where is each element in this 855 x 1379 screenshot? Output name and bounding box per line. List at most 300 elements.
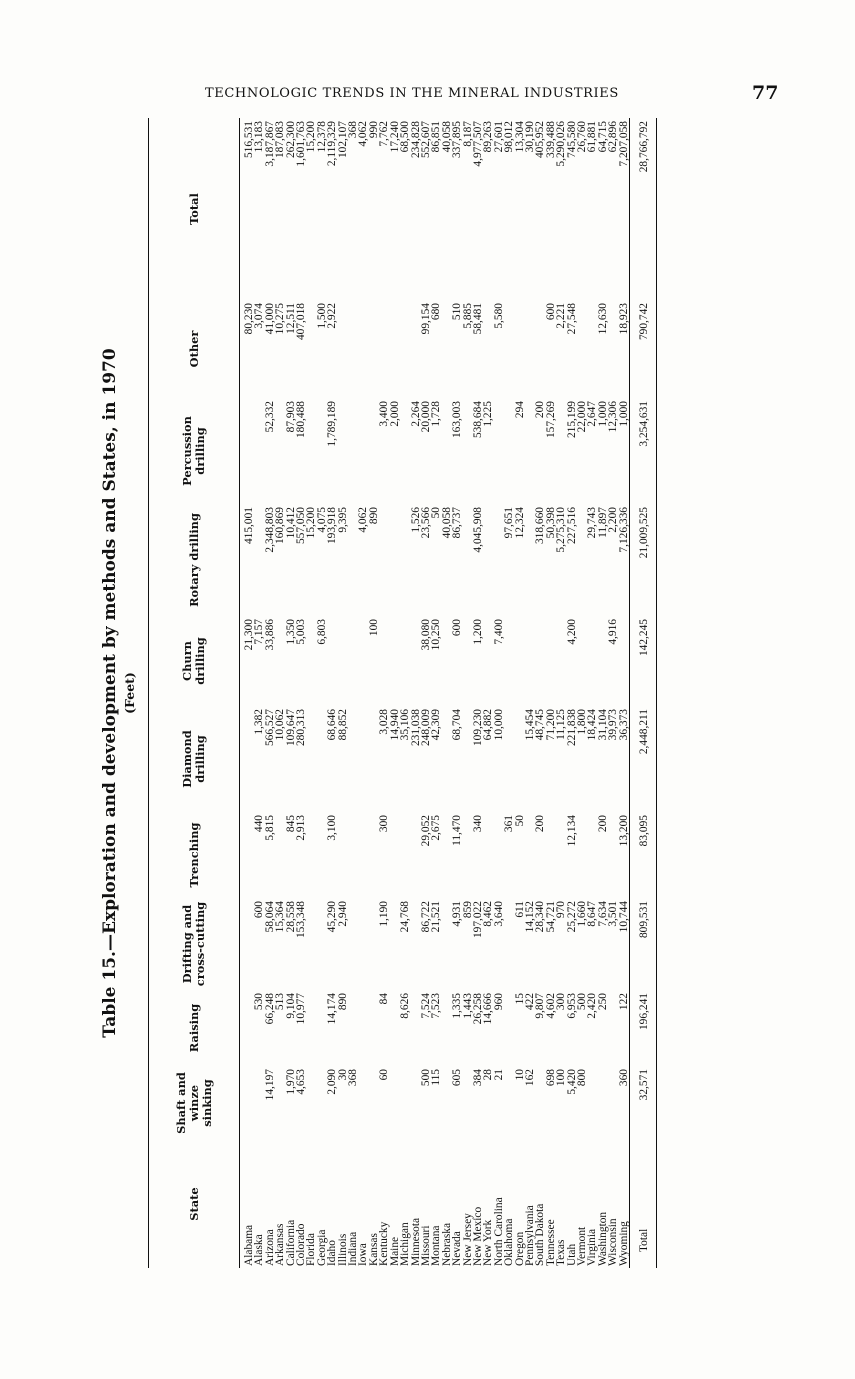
table-row	[546, 118, 556, 1268]
value-cell	[587, 616, 597, 706]
column-header: Trenching	[149, 812, 240, 898]
value-cell: 122	[617, 993, 630, 1011]
value-cell: 28,766,792	[630, 118, 657, 300]
value-cell: 21,521	[430, 901, 443, 933]
value-cell	[306, 1066, 316, 1140]
value-cell: 200	[596, 815, 609, 833]
value-cell: 29,052	[419, 815, 432, 847]
value-cell: 25,272	[565, 901, 578, 933]
value-cell	[306, 812, 316, 898]
value-cell: 513	[274, 993, 287, 1011]
state-cell: Utah	[565, 1243, 578, 1266]
value-cell: 1,601,763	[295, 121, 308, 167]
value-cell: 193,918	[326, 507, 339, 545]
value-cell: 600	[253, 901, 266, 919]
column-header: Percussion drilling	[149, 398, 240, 504]
value-cell: 250	[596, 993, 609, 1011]
table-row	[275, 118, 285, 1268]
value-cell: 300	[378, 815, 391, 833]
value-cell: 1,789,189	[326, 401, 339, 447]
value-cell: 7,634	[596, 901, 609, 927]
state-cell: Illinois	[336, 1233, 349, 1266]
value-cell	[504, 706, 514, 812]
value-cell: 9,395	[336, 507, 349, 533]
value-cell	[400, 398, 410, 504]
value-cell: 1,728	[430, 401, 443, 427]
table-row	[240, 118, 255, 1268]
value-cell: 3,028	[378, 709, 391, 735]
table-row	[577, 118, 587, 1268]
value-cell: 1,335	[451, 993, 464, 1019]
value-cell: 5,290,026	[555, 121, 568, 167]
table-row	[431, 118, 441, 1268]
value-cell: 100	[367, 619, 380, 637]
value-cell: 2,119,329	[326, 121, 339, 167]
value-cell: 7,524	[419, 993, 432, 1019]
value-cell: 990	[367, 121, 380, 139]
value-cell: 790,742	[630, 300, 657, 398]
value-cell: 86,851	[430, 121, 443, 153]
value-cell: 566,527	[263, 709, 276, 747]
value-cell	[358, 706, 368, 812]
state-cell: New Jersey	[461, 1213, 474, 1266]
value-cell	[504, 898, 514, 990]
value-cell: 10,250	[430, 619, 443, 651]
value-cell: 27,601	[492, 121, 505, 153]
value-cell: 21,300	[243, 619, 255, 651]
table-row	[535, 118, 545, 1268]
value-cell: 361	[503, 815, 516, 833]
value-cell: 557,050	[295, 507, 308, 545]
value-cell: 368	[347, 121, 360, 139]
value-cell: 368	[347, 1069, 360, 1087]
value-cell: 50,398	[544, 507, 557, 539]
value-cell: 4,200	[565, 619, 578, 645]
value-cell: 4,916	[607, 619, 620, 645]
value-cell: 6,803	[315, 619, 328, 645]
value-cell	[515, 300, 525, 398]
state-cell: Idaho	[326, 1240, 339, 1266]
value-cell: 10,000	[492, 709, 505, 741]
value-cell	[338, 398, 348, 504]
value-cell: 8,626	[399, 993, 412, 1019]
value-cell	[483, 812, 493, 898]
state-cell: Tennessee	[544, 1219, 557, 1266]
column-header: Shaft and winze sinking	[149, 1066, 240, 1140]
value-cell: 1,443	[461, 993, 474, 1019]
column-header: Drifting and cross-cutting	[149, 898, 240, 990]
value-cell: 2,264	[409, 401, 422, 427]
value-cell: 3,640	[492, 901, 505, 927]
value-cell: 157,269	[544, 401, 557, 439]
state-cell: Washington	[596, 1211, 609, 1266]
value-cell: 1,350	[284, 619, 297, 645]
value-cell	[390, 300, 400, 398]
value-cell: 83,095	[630, 812, 657, 898]
table-row	[619, 118, 630, 1268]
value-cell: 68,704	[451, 709, 464, 741]
value-cell: 8,462	[482, 901, 495, 927]
value-cell: 50	[513, 815, 526, 827]
value-cell	[577, 616, 587, 706]
table-row	[400, 118, 410, 1268]
value-cell	[598, 1066, 608, 1140]
value-cell: 9,104	[284, 993, 297, 1019]
value-cell: 12,378	[315, 121, 328, 153]
value-cell: 18,424	[586, 709, 599, 741]
column-header: Other	[149, 300, 240, 398]
value-cell: 2,000	[388, 401, 401, 427]
value-cell: 14,666	[482, 993, 495, 1025]
table-row	[369, 118, 379, 1268]
value-cell: 12,511	[284, 303, 297, 334]
value-cell: 3,187,867	[263, 121, 276, 167]
state-cell: South Dakota	[534, 1203, 547, 1266]
value-cell	[619, 616, 630, 706]
value-cell: 4,977,507	[471, 121, 484, 167]
value-cell	[338, 300, 348, 398]
value-cell: 5,885	[461, 303, 474, 329]
value-cell: 5,420	[565, 1069, 578, 1095]
value-cell	[379, 616, 389, 706]
value-cell: 510	[451, 303, 464, 321]
value-cell: 538,684	[471, 401, 484, 439]
value-cell: 2,348,803	[263, 507, 276, 553]
value-cell: 153,348	[295, 901, 308, 939]
state-cell: Texas	[555, 1239, 568, 1266]
value-cell: 64,882	[482, 709, 495, 741]
value-cell: 29,743	[586, 507, 599, 539]
value-cell: 318,660	[534, 507, 547, 545]
state-cell: Nebraska	[440, 1222, 453, 1266]
value-cell: 500	[576, 993, 588, 1011]
value-cell: 52,332	[263, 401, 276, 433]
value-cell: 2,090	[326, 1069, 339, 1095]
data-table	[148, 118, 657, 1268]
table-subtitle: (Feet)	[122, 672, 137, 714]
state-cell: Michigan	[399, 1222, 412, 1266]
value-cell	[306, 706, 316, 812]
value-cell	[338, 812, 348, 898]
value-cell: 33,886	[263, 619, 276, 651]
value-cell: 3,100	[326, 815, 339, 841]
value-cell: 18,923	[617, 303, 630, 335]
value-cell: 163,003	[451, 401, 464, 439]
state-cell: Minnesota	[409, 1217, 422, 1266]
total-row	[630, 118, 657, 1268]
value-cell: 14,174	[326, 993, 339, 1025]
table-body	[240, 118, 657, 1268]
value-cell: 1,000	[617, 401, 630, 427]
value-cell: 407,018	[295, 303, 308, 341]
table-row	[608, 118, 618, 1268]
value-cell	[390, 504, 400, 616]
table-row	[483, 118, 493, 1268]
table-row	[390, 118, 400, 1268]
table-row	[515, 118, 525, 1268]
value-cell: 10,744	[617, 901, 630, 933]
table-row	[504, 118, 514, 1268]
value-cell: 8,647	[586, 901, 599, 927]
value-cell: 54,721	[544, 901, 557, 933]
table-row	[452, 118, 462, 1268]
value-cell: 38,080	[419, 619, 432, 651]
value-cell: 200	[534, 401, 547, 419]
value-cell: 17,240	[388, 121, 401, 153]
state-cell: Georgia	[315, 1229, 328, 1266]
table-row	[286, 118, 296, 1268]
value-cell: 31,104	[596, 709, 609, 741]
value-cell	[327, 616, 337, 706]
value-cell: 1,190	[378, 901, 391, 927]
value-cell	[240, 706, 255, 812]
value-cell: 89,263	[482, 121, 495, 153]
value-cell: 162	[523, 1069, 536, 1087]
value-cell: 422	[523, 993, 536, 1011]
table-row	[317, 118, 327, 1268]
value-cell: 2,675	[430, 815, 443, 841]
table-row	[556, 118, 566, 1268]
state-cell: Colorado	[295, 1223, 308, 1266]
value-cell: 6,953	[565, 993, 578, 1019]
value-cell: 58,481	[471, 303, 484, 335]
value-cell: 100	[555, 1069, 568, 1087]
value-cell: 2,647	[586, 401, 599, 427]
value-cell: 7,762	[378, 121, 391, 147]
value-cell: 1,970	[284, 1069, 297, 1095]
column-header: Raising	[149, 990, 240, 1066]
value-cell: 5,003	[295, 619, 308, 645]
value-cell: 3,254,631	[630, 398, 657, 504]
value-cell: 5,815	[263, 815, 276, 841]
value-cell	[348, 990, 358, 1066]
value-cell: 360	[617, 1069, 630, 1087]
value-cell	[504, 300, 514, 398]
value-cell	[369, 300, 379, 398]
value-cell: 10,977	[295, 993, 308, 1025]
value-cell: 15,200	[305, 507, 318, 539]
value-cell: 4,602	[544, 993, 557, 1019]
value-cell	[400, 1066, 410, 1140]
table-title: Table 15.—Exploration and development by methods and States, in 1970	[100, 348, 120, 1038]
state-cell: Pennsylvania	[523, 1205, 536, 1266]
value-cell: 4,062	[357, 121, 370, 147]
page-number: 77	[752, 82, 779, 104]
table-row	[567, 118, 577, 1268]
value-cell: 68,646	[326, 709, 339, 741]
state-cell: Vermont	[576, 1226, 588, 1266]
value-cell	[240, 990, 255, 1066]
table-row	[442, 118, 452, 1268]
value-cell: 1,660	[576, 901, 588, 927]
table-row	[411, 118, 421, 1268]
value-cell: 7,523	[430, 993, 443, 1019]
value-cell: 14,152	[523, 901, 536, 933]
value-cell: 1,000	[596, 401, 609, 427]
value-cell	[504, 398, 514, 504]
value-cell: 337,895	[451, 121, 464, 159]
value-cell: 28,340	[534, 901, 547, 933]
state-cell: Alaska	[253, 1234, 266, 1266]
value-cell: 2,913	[295, 815, 308, 841]
value-cell	[240, 398, 255, 504]
table-row	[358, 118, 368, 1268]
value-cell: 109,230	[471, 709, 484, 747]
value-cell: 221,838	[565, 709, 578, 747]
value-cell	[306, 990, 316, 1066]
value-cell: 1,500	[315, 303, 328, 329]
value-cell: 88,852	[336, 709, 349, 741]
state-cell: Virginia	[586, 1228, 599, 1266]
value-cell: 405,952	[534, 121, 547, 159]
value-cell: 39,973	[607, 709, 620, 741]
value-cell: 440	[253, 815, 266, 833]
value-cell: 28,558	[284, 901, 297, 933]
value-cell: 15,364	[274, 901, 287, 933]
value-cell	[379, 300, 389, 398]
value-cell	[348, 706, 358, 812]
value-cell: 50	[430, 507, 443, 519]
value-cell: 500	[419, 1069, 432, 1087]
state-cell: North Carolina	[492, 1197, 505, 1266]
value-cell: 14,940	[388, 709, 401, 741]
value-cell: 859	[461, 901, 474, 919]
value-cell: 516,531	[243, 121, 255, 159]
value-cell: 12,134	[565, 815, 578, 847]
value-cell: 187,083	[274, 121, 287, 159]
value-cell: 2,940	[336, 901, 349, 927]
value-cell: 5,580	[492, 303, 505, 329]
value-cell: 66,248	[263, 993, 276, 1025]
state-cell: Arizona	[263, 1229, 276, 1266]
state-cell: Wisconsin	[607, 1218, 620, 1266]
value-cell	[306, 898, 316, 990]
value-cell: 5,275,310	[555, 507, 568, 553]
table-header-row	[149, 118, 240, 1268]
running-head: TECHNOLOGIC TRENDS IN THE MINERAL INDUSTRIES	[205, 86, 619, 101]
value-cell: 600	[544, 303, 557, 321]
value-cell: 64,715	[596, 121, 609, 153]
value-cell: 26,760	[576, 121, 588, 153]
value-cell	[400, 812, 410, 898]
value-cell: 4,931	[451, 901, 464, 927]
state-cell: Arkansas	[274, 1223, 287, 1266]
value-cell: 36,373	[617, 709, 630, 741]
value-cell: 2,448,211	[630, 706, 657, 812]
value-cell: 14,197	[263, 1069, 276, 1101]
state-cell: Kentucky	[378, 1221, 391, 1266]
value-cell	[358, 300, 368, 398]
table-row	[421, 118, 431, 1268]
state-cell: Alabama	[243, 1224, 255, 1266]
rotated-table-block	[100, 118, 725, 1268]
value-cell	[348, 300, 358, 398]
table-row	[494, 118, 504, 1268]
value-cell: 611	[513, 901, 526, 918]
table-row	[296, 118, 306, 1268]
value-cell: 2,221	[555, 303, 568, 329]
column-header: Rotary drilling	[149, 504, 240, 616]
value-cell: 2,200	[607, 507, 620, 533]
column-header: State	[149, 1140, 240, 1268]
value-cell: 97,651	[503, 507, 516, 539]
state-cell: Kansas	[367, 1233, 380, 1266]
value-cell: 26,258	[471, 993, 484, 1025]
value-cell: 99,154	[419, 303, 432, 335]
table-row	[587, 118, 597, 1268]
state-cell: Indiana	[347, 1231, 360, 1266]
value-cell	[348, 398, 358, 504]
value-cell: 384	[471, 1069, 484, 1087]
value-cell	[390, 616, 400, 706]
value-cell: 1,382	[253, 709, 266, 735]
value-cell: 40,058	[440, 121, 453, 153]
value-cell: 340	[471, 815, 484, 833]
value-cell	[348, 616, 358, 706]
value-cell: 7,400	[492, 619, 505, 645]
table-row	[327, 118, 337, 1268]
value-cell	[483, 504, 493, 616]
value-cell: 12,306	[607, 401, 620, 433]
value-cell: 970	[555, 901, 568, 919]
value-cell: 98,012	[503, 121, 516, 153]
value-cell: 294	[513, 401, 526, 419]
state-cell: Iowa	[357, 1243, 370, 1266]
value-cell: 102,107	[336, 121, 349, 159]
value-cell: 28	[482, 1069, 495, 1081]
value-cell: 234,828	[409, 121, 422, 159]
value-cell: 196,241	[630, 990, 657, 1066]
state-cell: Oklahoma	[503, 1218, 516, 1266]
value-cell: 11,470	[451, 815, 464, 846]
value-cell	[358, 898, 368, 990]
table-row	[463, 118, 473, 1268]
value-cell: 1,200	[471, 619, 484, 645]
value-cell: 10	[513, 1069, 526, 1081]
value-cell	[240, 812, 255, 898]
value-cell	[504, 990, 514, 1066]
table-row	[306, 118, 316, 1268]
value-cell: 3,400	[378, 401, 391, 427]
value-cell: 745,580	[565, 121, 578, 159]
value-cell: 300	[555, 993, 568, 1011]
value-cell	[546, 616, 556, 706]
value-cell: 1,225	[482, 401, 495, 427]
value-cell: 13,200	[617, 815, 630, 847]
value-cell: 7,207,058	[617, 121, 630, 167]
state-cell: Maine	[388, 1236, 401, 1266]
table-row	[473, 118, 483, 1268]
value-cell: 13,304	[513, 121, 526, 153]
value-cell	[577, 812, 587, 898]
value-cell: 61,881	[586, 121, 599, 153]
value-cell	[400, 504, 410, 616]
value-cell	[390, 812, 400, 898]
value-cell: 530	[253, 993, 266, 1011]
state-cell: Missouri	[419, 1225, 432, 1266]
value-cell: 9,807	[534, 993, 547, 1019]
value-cell	[240, 898, 255, 990]
value-cell: 20,000	[419, 401, 432, 433]
value-cell: 40,058	[440, 507, 453, 539]
value-cell: 41,000	[263, 303, 276, 335]
value-cell: 11,897	[596, 507, 609, 538]
state-cell: Total	[630, 1140, 657, 1268]
value-cell	[577, 300, 587, 398]
value-cell: 60	[378, 1069, 391, 1081]
value-cell	[390, 1066, 400, 1140]
value-cell: 415,001	[243, 507, 255, 545]
